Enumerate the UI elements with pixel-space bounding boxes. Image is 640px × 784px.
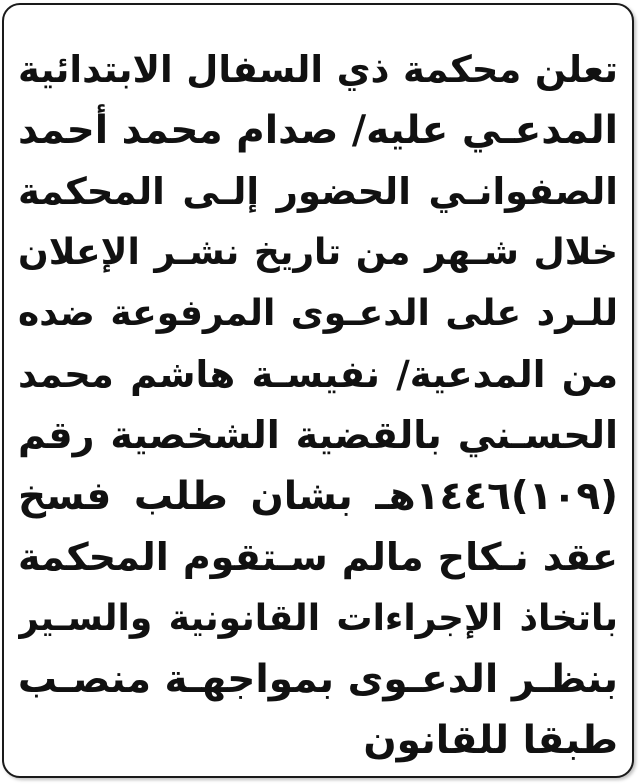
notice-line-6: من المدعية/ نفيسـة هاشم محمد <box>18 353 618 396</box>
notice-line-5: للـرد على الدعـوى المرفوعة ضده <box>18 293 618 334</box>
notice-line-11: بنظـر الدعـوى بمواجهـة منصـب <box>18 657 618 702</box>
notice-line-12: طبقا للقانون <box>363 718 618 763</box>
notice-line-10: باتخاذ الإجراءات القانونية والسـير <box>18 598 618 639</box>
notice-line-3: الصفوانـي الحضور إلـى المحكمة <box>18 170 618 213</box>
notice-box <box>2 3 634 778</box>
notice-body <box>18 39 618 771</box>
notice-line-9: عقد نـكاح مالم سـتقوم المحكمة <box>18 535 618 579</box>
notice-line-7: الحسـني بالقضية الشخصية رقم <box>18 413 618 457</box>
notice-line-1: تعلن محكمة ذي السفال الابتدائية <box>18 48 618 91</box>
notice-line-2: المدعـي عليه/ صدام محمد أحمد <box>18 108 618 153</box>
notice-line-4: خلال شـهر من تاريخ نشـر الإعلان <box>18 232 618 273</box>
notice-line-8: (١٠٩)١٤٤٦هـ بشان طلب فسخ <box>18 474 618 519</box>
